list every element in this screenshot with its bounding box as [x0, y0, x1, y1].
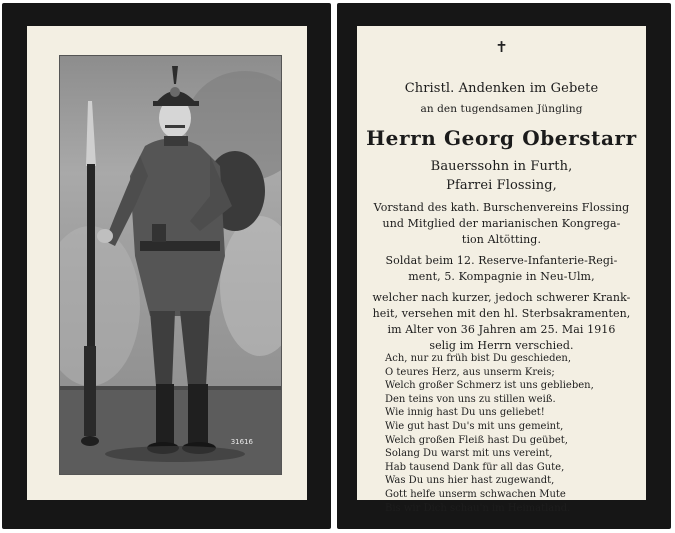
cross-icon: ✝: [495, 38, 508, 56]
soldier-line: ment, 5. Kompagnie in Neu-Ulm,: [408, 270, 595, 283]
poem-line: Wie gut hast Du's mit uns gemeint,: [385, 420, 564, 432]
dedication-line: an den tugendsamen Jüngling: [420, 103, 583, 115]
card-fold: [331, 0, 337, 533]
vorstand-line: und Mitglied der marianischen Kongrega-: [382, 217, 621, 230]
poem-line: Ach, nur zu früh bist Du geschieden,: [385, 353, 572, 364]
soldier-illustration: [60, 56, 281, 474]
poem-line: Was Du uns hier hast zugewandt,: [385, 475, 555, 487]
vorstand-line: tion Altötting.: [461, 233, 542, 246]
deceased-name: Herrn Georg Oberstarr: [366, 126, 637, 150]
andenken-heading: Christl. Andenken im Gebete: [404, 81, 599, 96]
poem-line: Welch großer Schmerz ist uns geblieben,: [385, 380, 594, 392]
parish-line: Pfarrei Flossing,: [446, 178, 557, 193]
soldier-photo: [59, 55, 282, 475]
poem-line: O teures Herz, aus unserm Kreis;: [385, 366, 555, 378]
death-line: heit, versehen mit den hl. Sterbsakramenten,: [372, 307, 631, 320]
soldier-line: Soldat beim 12. Reserve-Infanterie-Regi-: [385, 254, 618, 267]
memorial-text: [357, 26, 646, 514]
poem-line: Wie innig hast Du uns geliebet!: [385, 407, 545, 419]
death-line: welcher nach kurzer, jedoch schwerer Krank-: [372, 291, 631, 304]
poem-line: Bis wir Dich schau'n im Heimatland.: [385, 502, 571, 514]
vorstand-line: Vorstand des kath. Burschenvereins Flossing: [373, 201, 630, 214]
origin-line: Bauerssohn in Furth,: [430, 159, 573, 174]
poem-line: Welch großen Fleiß hast Du geübet,: [385, 434, 568, 446]
death-line: selig im Herrn verschied.: [429, 339, 574, 352]
memorial-poem: [385, 352, 635, 515]
poem-line: Gott helfe unserm schwachen Mute: [385, 488, 566, 500]
photo-serial-number: 31616: [230, 438, 253, 446]
poem-line: Solang Du warst mit uns vereint,: [385, 448, 553, 460]
poem-line: Hab tausend Dank für all das Gute,: [385, 461, 565, 473]
poem-line: Den teins von uns zu stillen weiß.: [385, 393, 556, 405]
death-line: im Alter von 36 Jahren am 25. Mai 1916: [387, 323, 616, 336]
